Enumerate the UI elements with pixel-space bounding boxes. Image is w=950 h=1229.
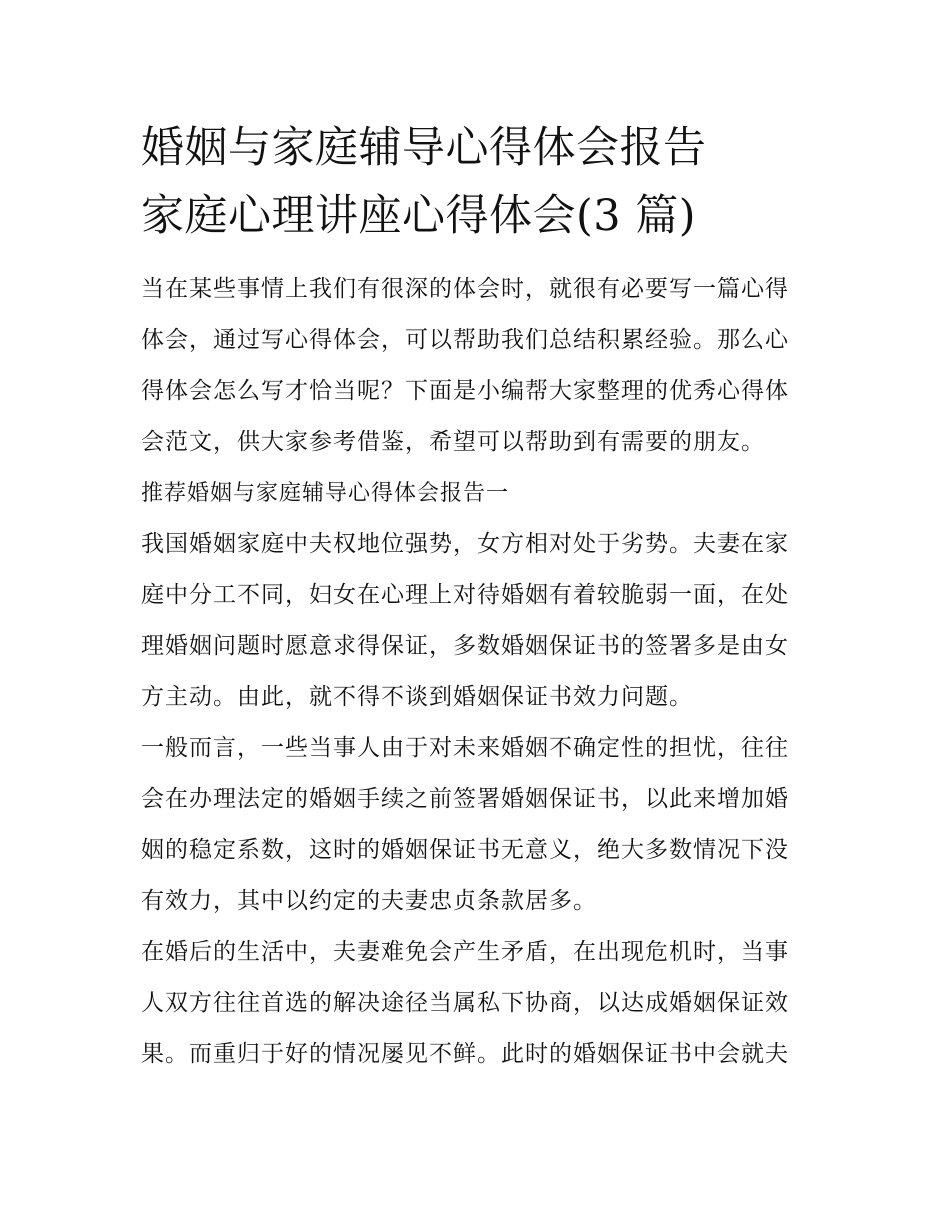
intro-paragraph-line: 得体会怎么写才恰当呢？下面是小编帮大家整理的优秀心得体 (141, 378, 789, 404)
section-heading: 推荐婚姻与家庭辅导心得体会报告一 (141, 481, 510, 506)
paragraph-2-line: 会在办理法定的婚姻手续之前签署婚姻保证书，以此来增加婚 (141, 786, 789, 812)
paragraph-3-line: 人双方往往首选的解决途径当属私下协商，以达成婚姻保证效 (141, 990, 789, 1016)
paragraph-2-line: 一般而言，一些当事人由于对未来婚姻不确定性的担忧，往往 (141, 735, 789, 761)
paragraph-2-line: 姻的稳定系数，这时的婚姻保证书无意义，绝大多数情况下没 (141, 837, 789, 863)
document-body (141, 264, 813, 1080)
paragraph-1-line: 方主动。由此，就不得不谈到婚姻保证书效力问题。 (141, 684, 693, 710)
paragraph-3-line: 在婚后的生活中，夫妻难免会产生矛盾，在出现危机时，当事 (141, 939, 789, 965)
document-title-line-2: 家庭心理讲座心得体会(3 篇) (141, 191, 697, 241)
paragraph-2-line: 有效力，其中以约定的夫妻忠贞条款居多。 (141, 888, 597, 914)
document-title-line-1: 婚姻与家庭辅导心得体会报告 (141, 123, 707, 173)
intro-paragraph-line: 会范文，供大家参考借鉴，希望可以帮助到有需要的朋友。 (141, 429, 765, 455)
intro-paragraph-line: 体会，通过写心得体会，可以帮助我们总结积累经验。那么心 (141, 327, 789, 353)
paragraph-3-line: 果。而重归于好的情况屡见不鲜。此时的婚姻保证书中会就夫 (141, 1041, 789, 1067)
paragraph-1-line: 理婚姻问题时愿意求得保证，多数婚姻保证书的签署多是由女 (141, 633, 789, 659)
document-content (141, 114, 813, 1080)
intro-paragraph-line: 当在某些事情上我们有很深的体会时，就很有必要写一篇心得 (141, 276, 789, 302)
paragraph-1-line: 庭中分工不同，妇女在心理上对待婚姻有着较脆弱一面，在处 (141, 582, 789, 608)
paragraph-1-line: 我国婚姻家庭中夫权地位强势，女方相对处于劣势。夫妻在家 (141, 531, 789, 557)
